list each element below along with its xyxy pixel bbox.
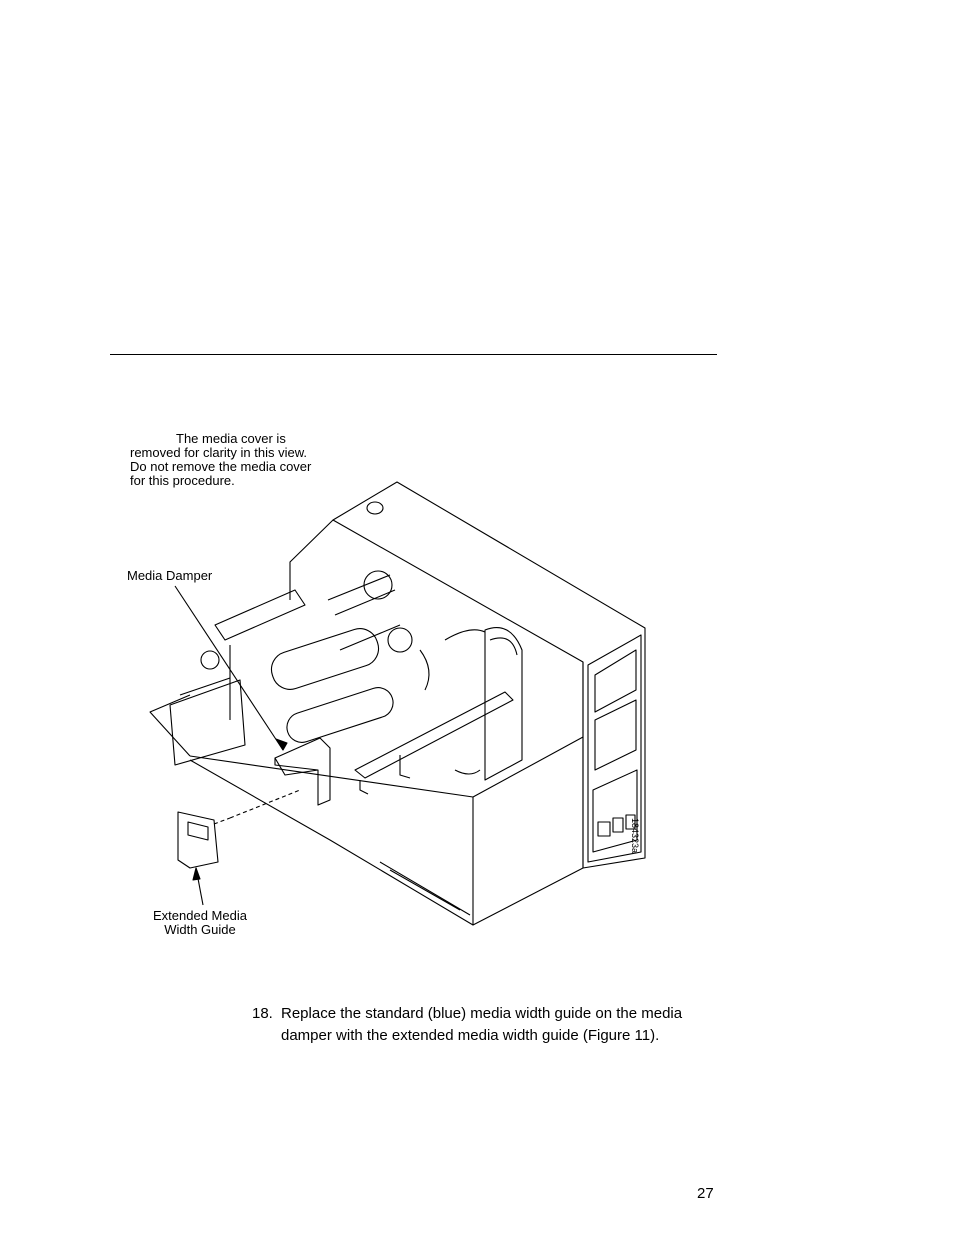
step-text: Replace the standard (blue) media width guide on the media damper with the extended media width guide (Figure 11). [281, 1005, 683, 1044]
extended-guide-label-line1: Extended Media [153, 908, 247, 923]
cabinet-outline [333, 482, 645, 868]
extended-guide-label [148, 909, 252, 937]
extended-guide-shape [178, 812, 218, 868]
figure-code: 184323a [630, 818, 640, 854]
media-damper-leader [175, 586, 283, 750]
step-number: 18. [252, 1005, 273, 1022]
figure-note-text: The media cover is removed for clarity in this view. Do not remove the media cover for this procedure. [130, 431, 312, 488]
procedure-step [252, 1003, 722, 1047]
media-damper-label: Media Damper [127, 568, 213, 583]
page-number: 27 [697, 1185, 714, 1202]
extended-guide-label-line2: Width Guide [164, 922, 236, 937]
